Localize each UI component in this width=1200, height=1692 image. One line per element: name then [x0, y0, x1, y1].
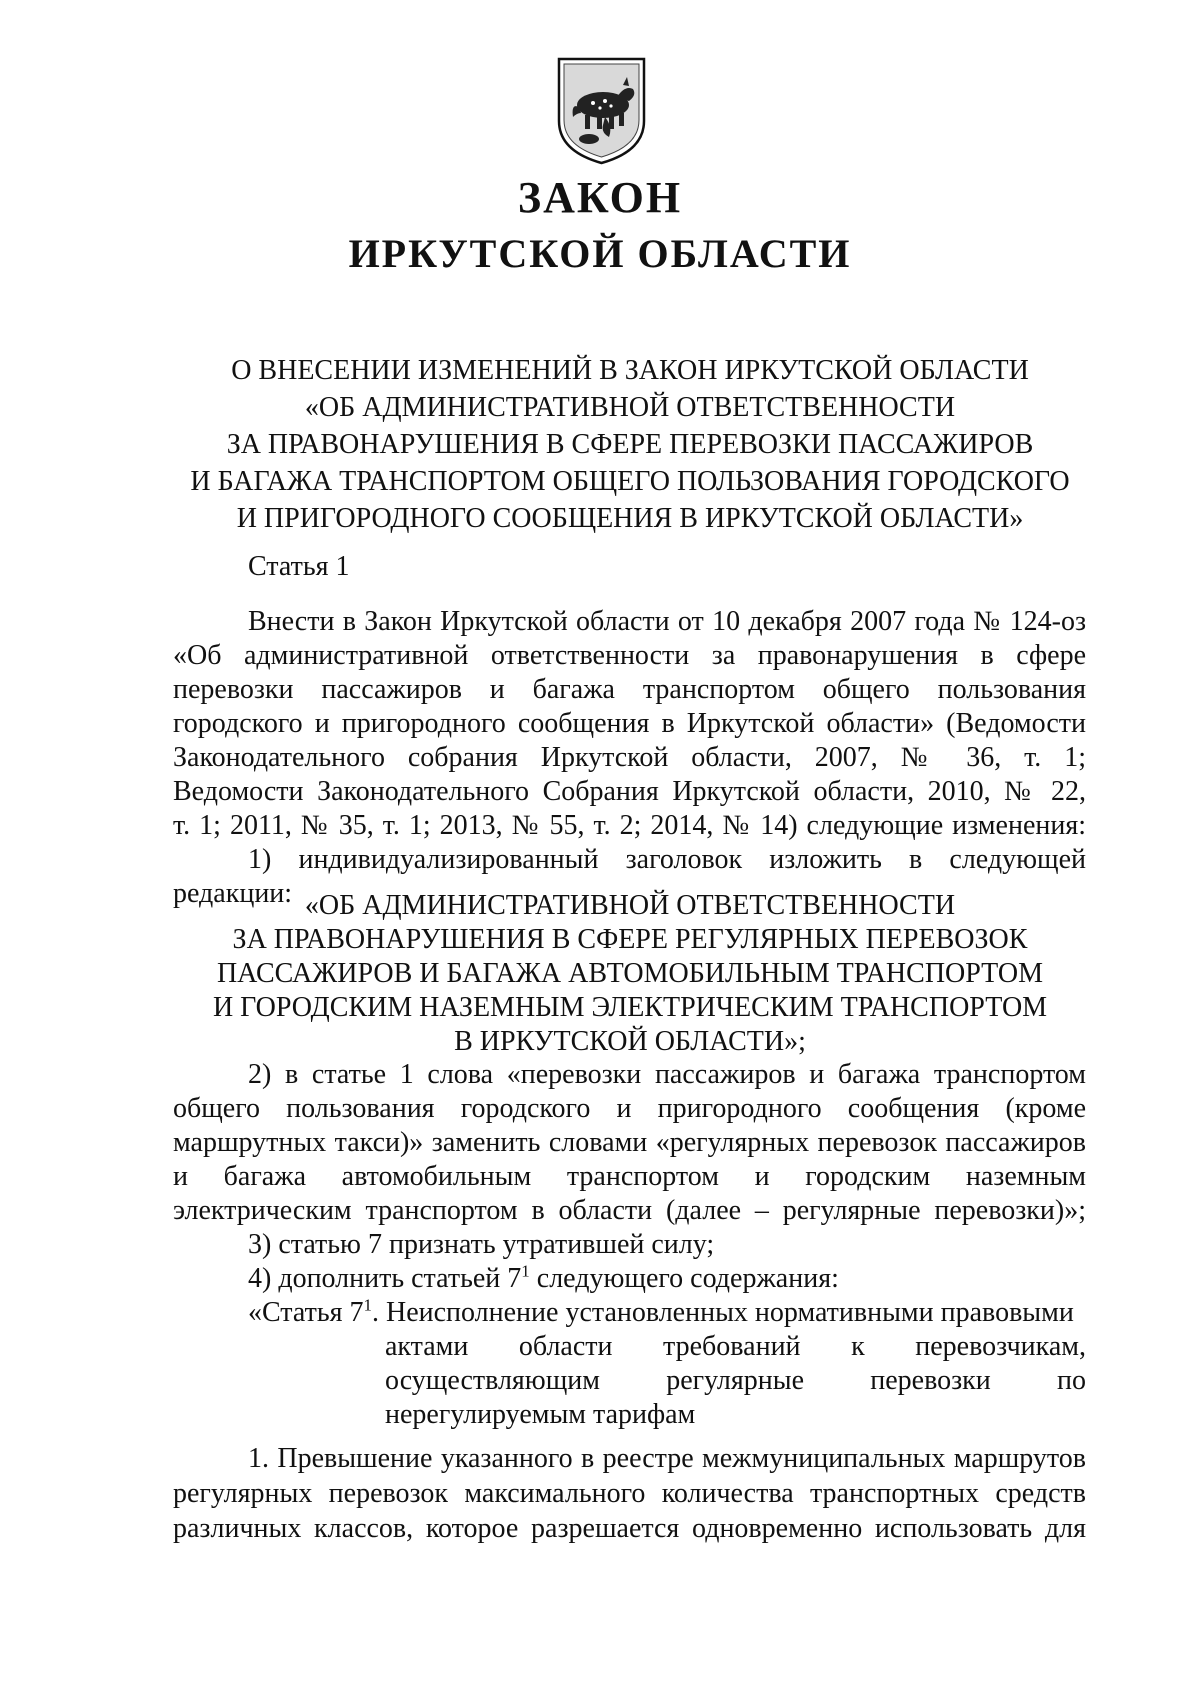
- new-article-heading-line: [173, 1296, 1086, 1330]
- paragraph-line: 1. Превышение указанного в реестре межмуниципальных маршрутов: [248, 1443, 1086, 1474]
- paragraph-line: актами области требований к перевозчикам,: [385, 1331, 1086, 1362]
- new-article-prefix: «Статья 7: [248, 1297, 364, 1328]
- law-subject-title: [170, 352, 1090, 537]
- paragraph-line: Внести в Закон Иркутской области от 10 декабря 2007 года № 124-оз: [248, 606, 1086, 637]
- intro-paragraph: [173, 605, 1086, 911]
- quote-line: И ГОРОДСКИМ НАЗЕМНЫМ ЭЛЕКТРИЧЕСКИМ ТРАНСПОРТОМ: [212, 992, 1048, 1023]
- law-title: ЗАКОН: [517, 173, 683, 222]
- paragraph-line: регулярных перевозок максимального количества транспортных средств: [173, 1478, 1086, 1509]
- paragraph-line: «Об административной ответственности за правонарушения в сфере: [173, 640, 1086, 671]
- subject-line: ЗА ПРАВОНАРУШЕНИЯ В СФЕРЕ ПЕРЕВОЗКИ ПАССАЖИРОВ: [226, 429, 1034, 460]
- paragraph-line: перевозки пассажиров и багажа транспортом общего пользования: [173, 674, 1086, 705]
- paragraph-line: редакции:: [173, 878, 293, 909]
- paragraph-line: 1) индивидуализированный заголовок изложить в следующей: [248, 844, 1086, 875]
- item-4-line: [173, 1262, 1086, 1296]
- paragraph-line: маршрутных такси)» заменить словами «регулярных перевозок пассажиров: [173, 1127, 1086, 1158]
- item-2-paragraph: [173, 1058, 1086, 1432]
- quote-line: ЗА ПРАВОНАРУШЕНИЯ В СФЕРЕ РЕГУЛЯРНЫХ ПЕРЕВОЗОК: [232, 924, 1028, 955]
- item-4-superscript: 1: [521, 1261, 530, 1281]
- paragraph-1: [173, 1441, 1086, 1546]
- subject-line: О ВНЕСЕНИИ ИЗМЕНЕНИЙ В ЗАКОН ИРКУТСКОЙ ОБЛАСТИ: [231, 355, 1029, 386]
- paragraph-line: 2) в статье 1 слова «перевозки пассажиров и багажа транспортом: [248, 1059, 1086, 1090]
- paragraph-line: электрическим транспортом в области (далее – регулярные перевозки)»;: [173, 1195, 1086, 1226]
- paragraph-line: Законодательного собрания Иркутской области, 2007, № 36, т. 1;: [173, 742, 1086, 773]
- item-4-suffix: следующего содержания:: [529, 1263, 839, 1294]
- quote-line: В ИРКУТСКОЙ ОБЛАСТИ»;: [454, 1026, 806, 1057]
- item-3-line: 3) статью 7 признать утратившей силу;: [248, 1229, 715, 1260]
- paragraph-line: общего пользования городского и пригородного сообщения (кроме: [173, 1093, 1086, 1124]
- paragraph-line: нерегулируемым тарифам: [385, 1399, 696, 1430]
- new-article-superscript: 1: [363, 1295, 372, 1315]
- subject-line: И ПРИГОРОДНОГО СООБЩЕНИЯ В ИРКУТСКОЙ ОБЛАСТИ»: [236, 503, 1024, 534]
- item-4-prefix: 4) дополнить статьей 7: [248, 1263, 522, 1294]
- article-heading: Статья 1: [248, 551, 350, 582]
- subject-line: И БАГАЖА ТРАНСПОРТОМ ОБЩЕГО ПОЛЬЗОВАНИЯ ГОРОДСКОГО: [190, 466, 1070, 497]
- quote-line: ПАССАЖИРОВ И БАГАЖА АВТОМОБИЛЬНЫМ ТРАНСПОРТОМ: [216, 958, 1044, 989]
- paragraph-line: осуществляющим регулярные перевозки по: [385, 1365, 1086, 1396]
- paragraph-line: т. 1; 2011, № 35, т. 1; 2013, № 55, т. 2; 2014, № 14) следующие изменения:: [173, 810, 1086, 841]
- law-region-title: ИРКУТСКОЙ ОБЛАСТИ: [348, 231, 852, 276]
- paragraph-line: Ведомости Законодательного Собрания Иркутской области, 2010, № 22,: [173, 776, 1086, 807]
- new-article-first-line: . Неисполнение установленных нормативными правовыми: [371, 1297, 1074, 1328]
- subject-line: «ОБ АДМИНИСТРАТИВНОЙ ОТВЕТСТВЕННОСТИ: [304, 392, 956, 423]
- quote-line: «ОБ АДМИНИСТРАТИВНОЙ ОТВЕТСТВЕННОСТИ: [304, 890, 956, 921]
- paragraph-line: городского и пригородного сообщения в Иркутской области» (Ведомости: [173, 708, 1086, 739]
- coat-of-arms-icon: [553, 55, 650, 167]
- paragraph-line: различных классов, которое разрешается одновременно использовать для: [173, 1513, 1086, 1544]
- paragraph-line: и багажа автомобильным транспортом и городским наземным: [173, 1161, 1086, 1192]
- new-article-title-continuation: [385, 1330, 1086, 1432]
- new-title-quote: [170, 889, 1090, 1059]
